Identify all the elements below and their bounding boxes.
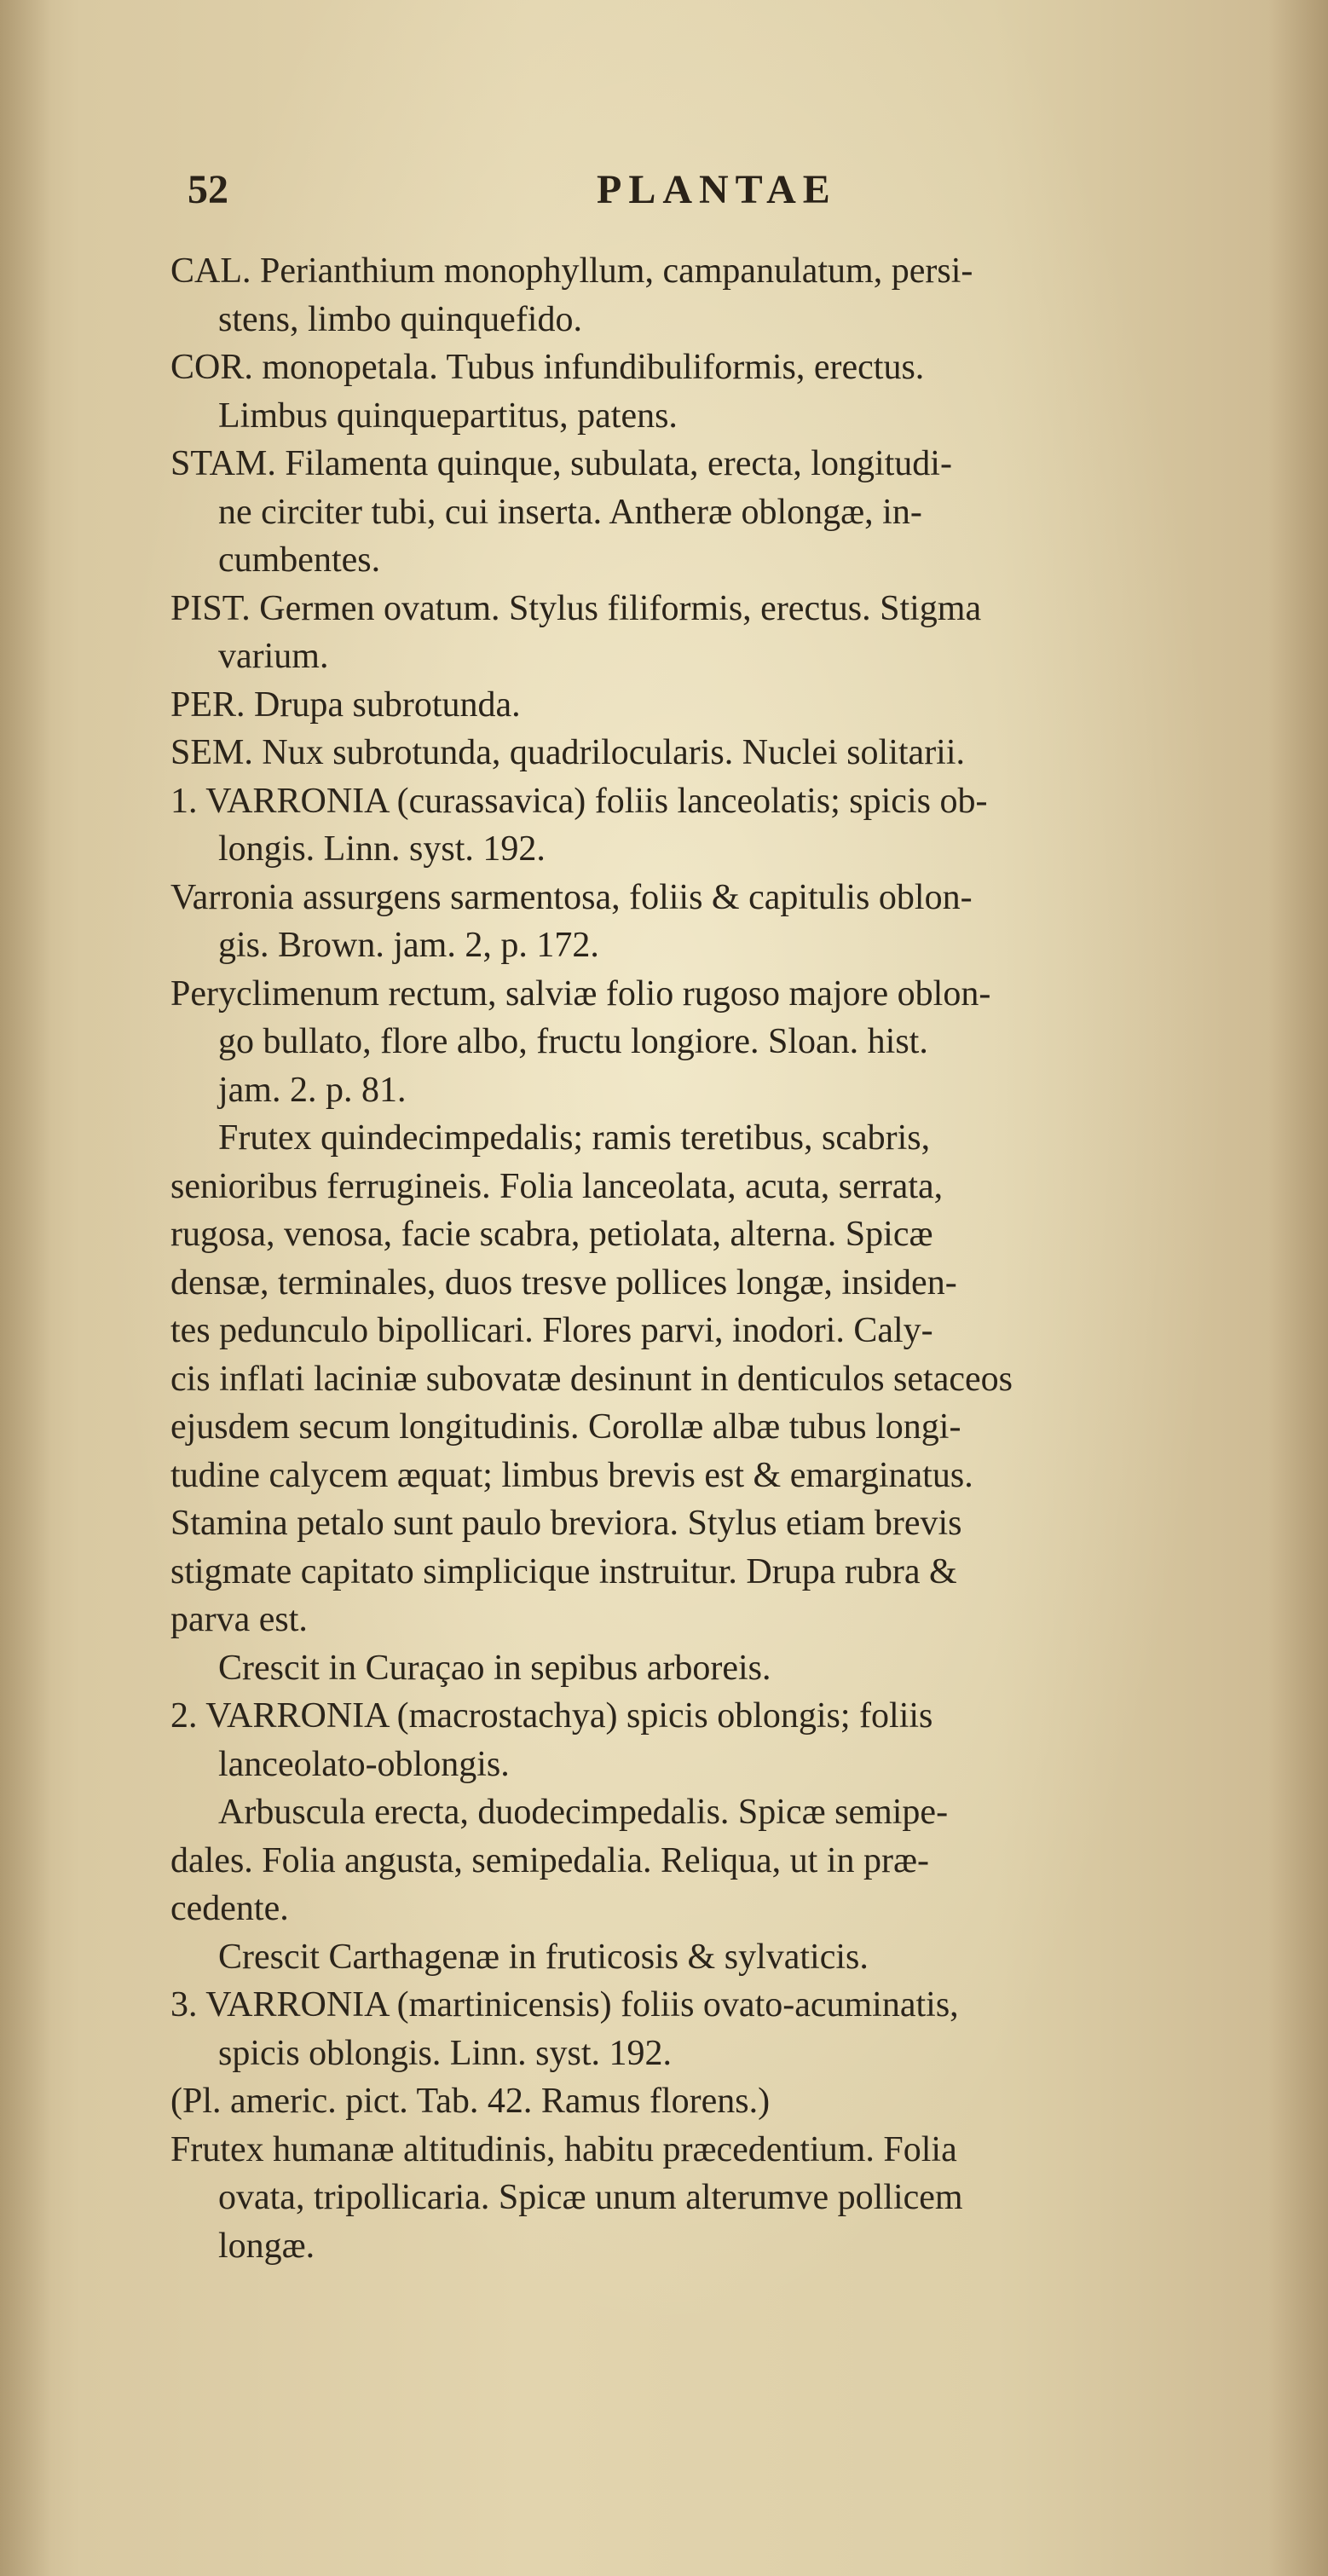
text-line: PIST. Germen ovatum. Stylus filiformis, erectus. Stigma — [170, 588, 982, 628]
text-line: Varronia assurgens sarmentosa, foliis & capitulis oblon- — [170, 877, 973, 917]
text-line: go bullato, flore albo, fructu longiore. Sloan. hist. — [218, 1022, 928, 1061]
text-line: SEM. Nux subrotunda, quadrilocularis. Nuclei solitarii. — [170, 733, 966, 772]
text-line: ovata, tripollicaria. Spicæ unum alterumve pollicem — [218, 2178, 963, 2217]
text-line: tudine calycem æquat; limbus brevis est & emarginatus. — [170, 1455, 973, 1495]
text-line: Crescit in Curaçao in sepibus arboreis. — [218, 1648, 771, 1688]
page-header — [170, 166, 1279, 226]
text-line: stens, limbo quinquefido. — [218, 299, 582, 339]
text-line: spicis oblongis. Linn. syst. 192. — [218, 2033, 673, 2073]
text-line: cis inflati laciniæ subovatæ desinunt in denticulos setaceos — [170, 1359, 1013, 1399]
text-line: STAM. Filamenta quinque, subulata, erecta, longitudi- — [170, 444, 952, 483]
text-line: parva est. — [170, 1600, 308, 1639]
text-line: varium. — [218, 637, 329, 676]
text-line: longis. Linn. syst. 192. — [218, 829, 546, 869]
text-line: COR. monopetala. Tubus infundibuliformis, erectus. — [170, 348, 925, 387]
text-line: stigmate capitato simplicique instruitur. Drupa rubra & — [170, 1551, 957, 1591]
text-line: Frutex humanæ altitudinis, habitu præcedentium. Folia — [170, 2129, 957, 2169]
text-line: Crescit Carthagenæ in fruticosis & sylvaticis. — [218, 1937, 869, 1977]
text-line: 1. VARRONIA (curassavica) foliis lanceolatis; spicis ob- — [170, 781, 988, 821]
text-line: jam. 2. p. 81. — [218, 1070, 407, 1110]
text-line: ne circiter tubi, cui inserta. Antheræ oblongæ, in- — [218, 492, 922, 532]
text-line: Limbus quinquepartitus, patens. — [218, 396, 678, 436]
text-line: Peryclimenum rectum, salviæ folio rugoso majore oblon- — [170, 973, 991, 1014]
text-line: cumbentes. — [218, 540, 381, 580]
text-line: (Pl. americ. pict. Tab. 42. Ramus florens.) — [170, 2082, 771, 2121]
text-line: 3. VARRONIA (martinicensis) foliis ovato-acuminatis, — [170, 1985, 959, 2024]
text-line: PER. Drupa subrotunda. — [170, 684, 521, 725]
text-line: lanceolato-oblongis. — [218, 1744, 510, 1784]
text-line: CAL. Perianthium monophyllum, campanulatum, persi- — [170, 251, 973, 291]
text-line: senioribus ferrugineis. Folia lanceolata, acuta, serrata, — [170, 1166, 944, 1206]
text-line: Arbuscula erecta, duodecimpedalis. Spicæ semipe- — [218, 1793, 949, 1832]
running-head: PLANTAE — [597, 167, 837, 212]
text-line: rugosa, venosa, facie scabra, petiolata, alterna. Spicæ — [170, 1215, 933, 1254]
page-edge-shadow — [0, 0, 51, 2576]
page-number: 52 — [188, 167, 228, 212]
text-line: gis. Brown. jam. 2, p. 172. — [218, 926, 599, 965]
text-line: ejusdem secum longitudinis. Corollæ albæ tubus longi- — [170, 1407, 961, 1447]
text-line: Frutex quindecimpedalis; ramis teretibus, scabris, — [218, 1118, 931, 1158]
text-line: Stamina petalo sunt paulo breviora. Stylus etiam brevis — [170, 1504, 962, 1543]
text-line: longæ. — [218, 2226, 315, 2266]
body-text — [170, 247, 1296, 2270]
text-line: densæ, terminales, duos tresve pollices longæ, insiden- — [170, 1262, 957, 1302]
text-line: tes pedunculo bipollicari. Flores parvi, inodori. Caly- — [170, 1311, 933, 1350]
text-line: dales. Folia angusta, semipedalia. Reliqua, ut in præ- — [170, 1840, 929, 1880]
text-line: 2. VARRONIA (macrostachya) spicis oblongis; foliis — [170, 1696, 933, 1736]
text-line: cedente. — [170, 1889, 289, 1928]
